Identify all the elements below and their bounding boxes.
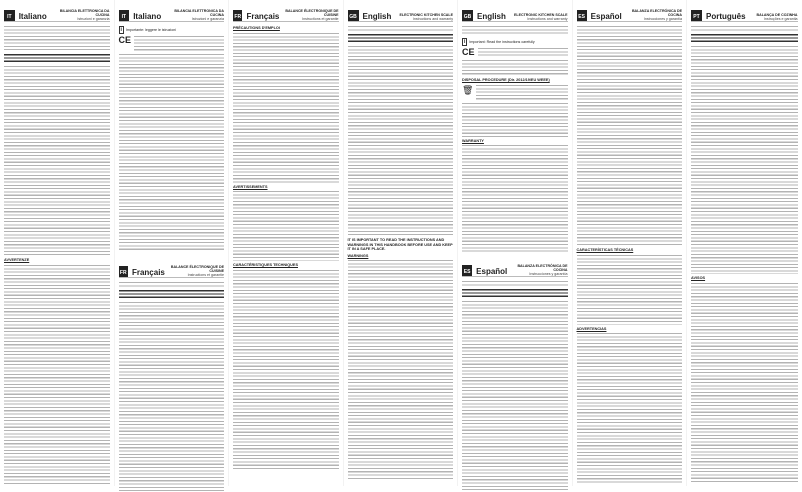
section-header: [119, 4, 225, 22]
body-text: [4, 66, 110, 256]
product-title: BALANÇA DE COZINHA: [756, 13, 798, 17]
section-header: [577, 4, 683, 22]
body-text: [691, 26, 798, 32]
body-text: [478, 48, 568, 58]
section-header: [462, 259, 568, 277]
body-text-bold: [119, 290, 225, 300]
product-subtitle: Instructions and warranty: [412, 17, 453, 21]
column-english-2: [458, 0, 573, 486]
product-title: BALANCE ÉLECTRONIQUE DE CUISINE: [170, 265, 224, 273]
body-text: [233, 33, 339, 183]
product-subtitle: Instructions et garantie: [302, 17, 339, 21]
section-heading: CARACTERÍSTICAS TÉCNICAS: [576, 248, 634, 252]
body-text: [476, 85, 567, 101]
body-text: [4, 26, 110, 52]
product-subtitle: Instructions et garantie: [187, 273, 224, 277]
body-text: [4, 265, 110, 485]
section-heading: ADVERTENCIAS: [576, 326, 607, 331]
section-heading: DISPOSAL PROCEDURE (Dir. 2012/19/EU WEEE): [462, 78, 550, 82]
body-text: [462, 103, 568, 137]
language-code-badge: FR: [119, 266, 128, 277]
section-heading: CARACTÉRISTIQUES TECHNIQUES: [233, 263, 298, 267]
product-title: BALANZA ELECTRÓNICA DE COCINA: [631, 9, 682, 17]
product-title: BILANCIA ELETTRONICA DA CUCINA: [174, 9, 224, 17]
body-text: [691, 283, 798, 483]
body-text: [462, 145, 568, 253]
body-text: [119, 54, 225, 252]
column-italiano-2: [115, 0, 230, 486]
section-header: [4, 4, 110, 22]
body-text: [691, 46, 798, 274]
body-text: [233, 191, 339, 261]
section-header: [233, 4, 339, 22]
body-text: [348, 260, 454, 480]
column-english-1: [344, 0, 459, 486]
body-text: [462, 26, 568, 36]
body-text: [119, 302, 225, 492]
language-code-badge: IT: [4, 10, 15, 21]
language-name: English: [477, 12, 506, 21]
section-header: [348, 4, 454, 22]
product-title: BALANCE ÉLECTRONIQUE DE CUISINE: [285, 9, 339, 17]
ce-mark-icon: CE: [462, 47, 475, 57]
column-portugues: [687, 0, 802, 486]
read-instructions-note: i Importante: leggere le istruzioni: [120, 27, 177, 33]
body-text-bold: [462, 289, 568, 299]
column-espanol: [573, 0, 688, 486]
product-subtitle: Instrucciones y garantía: [529, 272, 568, 276]
body-text: [119, 282, 225, 288]
body-text-bold: [348, 34, 454, 44]
body-text: [577, 26, 683, 246]
column-francais: [229, 0, 344, 486]
product-title: BILANCIA ELETTRONICA DA CUCINA: [59, 9, 110, 17]
section-heading: AVISOS: [691, 276, 706, 280]
language-name: Français: [246, 12, 280, 21]
section-header: [462, 4, 568, 22]
body-text: [348, 26, 454, 32]
product-title: ELECTRONIC KITCHEN SCALE: [513, 13, 568, 17]
body-text: [134, 36, 224, 52]
body-text: [348, 46, 454, 236]
language-name: Italiano: [133, 12, 162, 21]
language-name: Español: [590, 12, 622, 21]
section-heading: PRÉCAUTIONS D'EMPLOI: [233, 26, 280, 30]
language-name: Français: [131, 268, 165, 277]
section-header: [119, 260, 225, 278]
product-subtitle: Instruções e garantia: [763, 17, 798, 21]
section-heading: AVERTISSEMENTS: [233, 184, 268, 189]
section-heading: WARRANTY: [462, 138, 484, 143]
body-text: [577, 333, 683, 483]
language-code-badge: ES: [577, 10, 587, 21]
product-subtitle: Istruzioni e garanzia: [77, 17, 110, 21]
product-subtitle: Instrucciones y garantía: [643, 17, 682, 21]
body-text: [462, 60, 568, 76]
crossed-bin-icon: 🗑: [462, 84, 474, 95]
section-heading: AVVERTENZE: [4, 258, 30, 262]
body-text-bold: [691, 34, 798, 44]
product-title: BALANZA ELECTRÓNICA DE COCINA: [517, 264, 568, 272]
book-icon: i: [120, 27, 122, 33]
important-notice: IT IS IMPORTANT TO READ THE INSTRUCTIONS AND WARNINGS IN THIS HANDBOOK BEFORE USE AND KEEP IT IN A SAFE PLACE.: [347, 238, 453, 251]
language-name: Español: [476, 267, 508, 276]
product-subtitle: Istruzioni e garanzia: [191, 17, 224, 21]
product-subtitle: Instructions and warranty: [527, 17, 568, 21]
language-name: English: [362, 12, 392, 21]
language-code-badge: GB: [348, 10, 359, 21]
language-code-badge: ES: [462, 265, 472, 276]
book-icon: i: [464, 39, 466, 45]
ce-mark-icon: CE: [118, 35, 132, 45]
language-name: Italiano: [18, 12, 47, 21]
language-code-badge: FR: [233, 10, 242, 21]
body-text-bold: [4, 54, 110, 64]
product-title: ELECTRONIC KITCHEN SCALE: [399, 13, 453, 17]
body-text: [462, 281, 568, 287]
language-code-badge: GB: [462, 10, 473, 21]
column-italiano-1: [0, 0, 115, 486]
section-header: [691, 4, 798, 22]
body-text: [577, 255, 683, 325]
read-instructions-note: i Important: Read the instructions carefully: [464, 39, 535, 45]
body-text: [233, 270, 339, 470]
section-heading: WARNINGS: [347, 253, 369, 258]
body-text: [462, 301, 568, 491]
language-code-badge: IT: [119, 10, 130, 21]
language-code-badge: PT: [691, 10, 702, 21]
language-name: Português: [706, 12, 746, 21]
